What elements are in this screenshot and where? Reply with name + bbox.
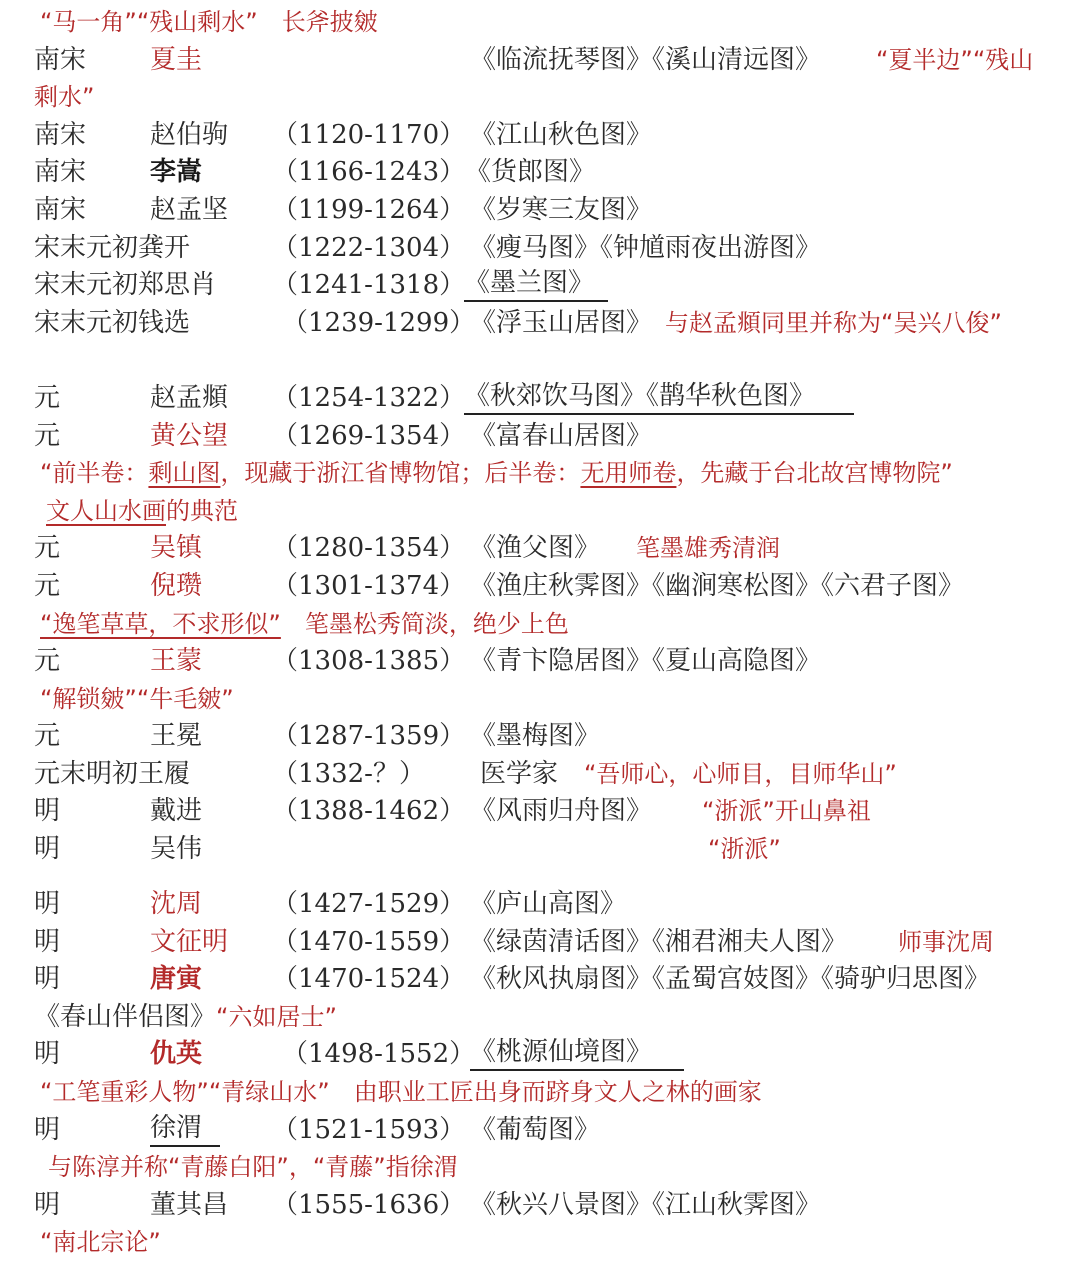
entry-note: “吾师心，心师目，目师华山” [584, 759, 897, 788]
entry-wang-lv [0, 756, 1080, 794]
qiu-ying-note: “工笔重彩人物”“青绿山水” 由职业工匠出身而跻身文人之林的画家 [40, 1078, 762, 1107]
years: （1280-1354） [272, 533, 466, 564]
entry-note: 师事沈周 [898, 927, 994, 956]
era: 元末明初 [34, 758, 139, 789]
entry-gong-kai [0, 230, 1080, 268]
works: 《秋郊饮马图》《鹊华秋色图》 [464, 380, 854, 415]
ma-yuan-note: “马一角”“残山剩水” 长斧披皴 [40, 8, 378, 36]
works: 《渔父图》 [470, 533, 601, 564]
painter-name: 文征明 [150, 926, 229, 957]
years: （1427-1529） [272, 889, 466, 920]
painter-name: 王履 [138, 758, 191, 789]
works: 医学家 [480, 758, 559, 789]
painter-name: 仇英 [150, 1039, 203, 1070]
works: 《墨梅图》 [470, 721, 601, 752]
painter-name: 赵伯驹 [150, 119, 229, 150]
era: 明 [34, 926, 61, 957]
tang-yin-note: 《春山伴侣图》“六如居士” [34, 1001, 337, 1032]
entry-dong-qichang [0, 1187, 1080, 1225]
works: 《秋兴八景图》《江山秋霁图》 [470, 1189, 822, 1220]
era: 南宋 [34, 119, 87, 150]
years: （1308-1385） [272, 646, 466, 677]
painter-name: 徐渭 [150, 1112, 220, 1147]
painter-name: 唐寅 [150, 964, 203, 995]
entry-note-wrap [34, 42, 1044, 117]
entry-dai-jin [0, 793, 1080, 831]
painter-name: 倪瓒 [150, 570, 203, 601]
xu-wei-note: 与陈淳并称“青藤白阳”，“青藤”指徐渭 [48, 1153, 458, 1182]
works: 《岁寒三友图》 [470, 194, 653, 225]
era: 宋末元初 [34, 270, 139, 301]
entry-xia-gui [0, 42, 1080, 117]
years: （1470-1524） [272, 964, 466, 995]
painter-name: 郑思肖 [138, 270, 217, 301]
era: 明 [34, 834, 61, 865]
era: 明 [34, 1114, 61, 1145]
entry-li-song [0, 154, 1080, 192]
era: 元 [34, 420, 61, 451]
entry-wang-meng [0, 643, 1080, 681]
painter-name: 赵孟頫 [150, 382, 229, 413]
entry-wu-wei [0, 831, 1080, 886]
years: （1521-1593） [272, 1114, 466, 1145]
entry-xu-wei [0, 1112, 1080, 1150]
entry-tang-yin [0, 961, 1080, 999]
painter-name: 夏圭 [150, 44, 203, 75]
entry-zheng-sixiao [0, 267, 1080, 305]
era: 明 [34, 964, 61, 995]
note-line [0, 681, 1080, 719]
era: 南宋 [34, 44, 87, 75]
works: 《风雨归舟图》 [470, 796, 653, 827]
years: （1470-1559） [272, 926, 466, 957]
works: 《江山秋色图》 [470, 119, 653, 150]
years: （1166-1243） [272, 157, 466, 188]
entry-note: “浙派” [708, 835, 781, 864]
entry-ni-zan [0, 568, 1080, 606]
note-line [0, 1074, 1080, 1112]
entry-note: 与赵孟頫同里并称为“吴兴八俊” [665, 308, 1002, 337]
works: 《秋风执扇图》《孟蜀宫妓图》《骑驴归思图》 [470, 964, 991, 995]
years: （1239-1299） [282, 307, 476, 338]
works: 《浮玉山居图》 [470, 307, 640, 338]
entry-wu-zhen [0, 530, 1080, 568]
painter-name: 董其昌 [150, 1189, 229, 1220]
painter-name: 钱选 [138, 307, 191, 338]
painter-name: 王冕 [150, 721, 203, 752]
note-line [0, 455, 1080, 493]
entry-note: “夏半边”“残山剩水” [34, 45, 1034, 112]
works: 《瘦马图》《钟馗雨夜出游图》 [470, 232, 822, 263]
years: （1287-1359） [272, 721, 466, 752]
era: 南宋 [34, 194, 87, 225]
era: 宋末元初 [34, 232, 139, 263]
works: 《富春山居图》 [470, 420, 653, 451]
fuchun-note: “前半卷：剩山图，现藏于浙江省博物馆；后半卷：无用师卷，先藏于台北故宫博物院” [40, 459, 953, 488]
entry-wrap [34, 305, 1044, 343]
works: 《临流抚琴图》《溪山清远图》 [470, 44, 822, 75]
note-line [0, 606, 1080, 644]
era: 明 [34, 796, 61, 827]
era: 明 [34, 1189, 61, 1220]
works: 《庐山高图》 [470, 889, 627, 920]
painter-name: 戴进 [150, 796, 203, 827]
works: 《青卞隐居图》《夏山高隐图》 [470, 646, 822, 677]
entry-note: “浙派”开山鼻祖 [702, 797, 871, 826]
works: 《墨兰图》 [464, 267, 608, 302]
ni-zan-note: “逸笔草草，不求形似” 笔墨松秀简淡，绝少上色 [40, 609, 569, 638]
entry-zhao-mengfu [0, 380, 1080, 418]
note-line [0, 4, 1080, 42]
years: （1555-1636） [272, 1189, 466, 1220]
entry-huang-gongwang [0, 418, 1080, 456]
entry-shen-zhou [0, 886, 1080, 924]
painter-name: 黄公望 [150, 420, 229, 451]
years: （1199-1264） [272, 194, 466, 225]
entry-wen-zhengming [0, 924, 1080, 962]
note-line [0, 1149, 1080, 1187]
dong-qichang-note: “南北宗论” [40, 1228, 161, 1257]
note-line [0, 1224, 1080, 1262]
years: （1254-1322） [272, 382, 466, 413]
painter-name: 龚开 [138, 232, 191, 263]
years: （1498-1552） [282, 1039, 476, 1070]
years: （1301-1374） [272, 570, 466, 601]
entry-qiu-ying [0, 1036, 1080, 1074]
works: 《渔庄秋霁图》《幽涧寒松图》《六君子图》 [470, 570, 965, 601]
entry-wang-mian [0, 718, 1080, 756]
works: 《葡萄图》 [470, 1114, 601, 1145]
years: （1241-1318） [272, 270, 466, 301]
era: 明 [34, 1039, 61, 1070]
wang-meng-note: “解锁皴”“牛毛皴” [40, 684, 234, 713]
works: 《桃源仙境图》 [470, 1036, 684, 1071]
entry-qian-xuan [0, 305, 1080, 380]
era: 元 [34, 533, 61, 564]
years: （1332-？） [272, 758, 425, 789]
era: 明 [34, 889, 61, 920]
era: 元 [34, 570, 61, 601]
painter-name: 沈周 [150, 889, 203, 920]
painter-name: 李嵩 [150, 157, 203, 188]
works: 《货郎图》 [465, 157, 596, 188]
years: （1388-1462） [272, 796, 466, 827]
painter-name: 王蒙 [150, 646, 203, 677]
entry-zhao-mengjian [0, 192, 1080, 230]
works: 《绿茵清话图》《湘君湘夫人图》 [470, 926, 848, 957]
era: 南宋 [34, 157, 87, 188]
literati-note: 文人山水画的典范 [46, 496, 238, 525]
painter-name: 吴伟 [150, 834, 203, 865]
years: （1269-1354） [272, 420, 466, 451]
era: 元 [34, 646, 61, 677]
years: （1120-1170） [272, 119, 466, 150]
entry-note: 笔墨雄秀清润 [636, 534, 780, 563]
painter-name: 赵孟坚 [150, 194, 229, 225]
era: 宋末元初 [34, 307, 139, 338]
entry-zhao-boju [0, 117, 1080, 155]
era: 元 [34, 382, 61, 413]
painter-list [0, 4, 1080, 1262]
note-line [0, 999, 1080, 1037]
note-line [0, 493, 1080, 531]
painter-name: 吴镇 [150, 533, 203, 564]
years: （1222-1304） [272, 232, 466, 263]
era: 元 [34, 721, 61, 752]
